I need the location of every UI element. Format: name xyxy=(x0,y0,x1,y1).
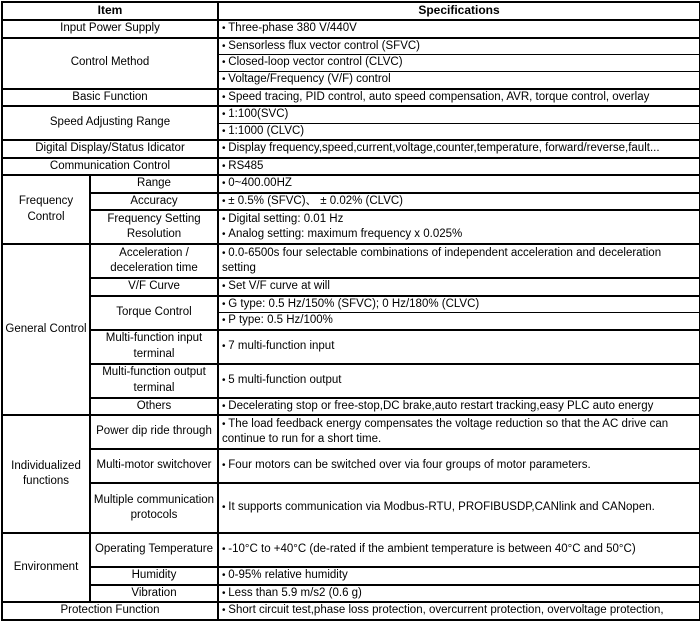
table-row xyxy=(2,158,700,176)
spec-text: • 1:100(SVC) xyxy=(219,107,699,123)
table-row xyxy=(2,415,700,449)
sub-item-label-accuracy: Accuracy xyxy=(90,193,218,211)
spec-text: • The load feedback energy compensates the voltage reduction so that the AC drive can continue to run for a short time. xyxy=(219,417,699,448)
table-row xyxy=(2,244,700,278)
spec-text: • 5 multi-function output xyxy=(219,373,699,389)
spec-multi-function-output xyxy=(218,364,700,398)
table-row xyxy=(2,567,700,585)
table-header-row xyxy=(2,2,700,20)
spec-digital-display xyxy=(218,140,700,158)
spec-communication-control xyxy=(218,158,700,176)
spec-text: • 0.0-6500s four selectable combinations of independent acceleration and deceleration setting xyxy=(219,246,699,277)
sub-item-label-multi-motor: Multi-motor switchover xyxy=(90,449,218,483)
spec-torque-p-type xyxy=(218,313,700,330)
sub-item-label-power-dip: Power dip ride through xyxy=(90,415,218,449)
sub-item-label-multi-comm-protocols: Multiple communication protocols xyxy=(90,483,218,533)
spec-text: • Voltage/Frequency (V/F) control xyxy=(219,72,699,88)
spec-operating-temperature xyxy=(218,533,700,567)
spec-speed-range-clvc xyxy=(218,123,700,140)
sub-item-label-multi-function-input: Multi-function input terminal xyxy=(90,330,218,364)
item-label-control-method: Control Method xyxy=(2,38,218,89)
spec-control-method-vf xyxy=(218,72,700,89)
spec-multi-function-input xyxy=(218,330,700,364)
item-label-speed-adjusting-range: Speed Adjusting Range xyxy=(2,106,218,140)
spec-protection-function xyxy=(218,602,700,620)
spec-vibration xyxy=(218,585,700,603)
spec-text: • It supports communication via Modbus-RTU, PROFIBUSDP,CANlink and CANopen. xyxy=(219,500,699,516)
spec-text: • Three-phase 380 V/440V xyxy=(219,21,699,37)
table-row xyxy=(2,193,700,211)
spec-text: • Closed-loop vector control (CLVC) xyxy=(219,55,699,71)
table-row xyxy=(2,20,700,38)
spec-text: • Set V/F curve at will xyxy=(219,279,699,295)
sub-item-label-torque-control: Torque Control xyxy=(90,296,218,330)
spec-text: • P type: 0.5 Hz/100% xyxy=(219,313,699,329)
table-row xyxy=(2,398,700,416)
spec-text: • Sensorless flux vector control (SFVC) xyxy=(219,39,699,55)
item-label-input-power-supply: Input Power Supply xyxy=(2,20,218,38)
sub-item-label-operating-temperature: Operating Temperature xyxy=(90,533,218,567)
item-label-basic-function: Basic Function xyxy=(2,89,218,107)
spec-text: • Digital setting: 0.01 Hz xyxy=(219,212,699,228)
group-label-individualized-functions: Individualized functions xyxy=(2,415,90,533)
spec-frequency-accuracy xyxy=(218,193,700,211)
spec-text: • Display frequency,speed,current,voltage,counter,temperature, forward/reverse,fault... xyxy=(219,141,699,157)
table-row xyxy=(2,38,700,55)
table-row xyxy=(2,364,700,398)
spec-input-power-supply xyxy=(218,20,700,38)
spec-text: • RS485 xyxy=(219,159,699,175)
spec-text: • Four motors can be switched over via four groups of motor parameters. xyxy=(219,458,699,474)
spec-humidity xyxy=(218,567,700,585)
spec-vf-curve xyxy=(218,278,700,296)
spec-basic-function xyxy=(218,89,700,107)
table-row xyxy=(2,449,700,483)
table-row xyxy=(2,106,700,123)
table-row xyxy=(2,89,700,107)
spec-text: • 0-95% relative humidity xyxy=(219,568,699,584)
spec-text: • 0~400.00HZ xyxy=(219,176,699,192)
sub-item-label-others: Others xyxy=(90,398,218,416)
spec-control-method-sfvc xyxy=(218,38,700,55)
spec-speed-range-svc xyxy=(218,106,700,123)
spec-control-method-clvc xyxy=(218,55,700,72)
table-row xyxy=(2,330,700,364)
spec-text: • Speed tracing, PID control, auto speed compensation, AVR, torque control, overlay xyxy=(219,90,699,106)
table-row xyxy=(2,296,700,313)
spec-power-dip xyxy=(218,415,700,449)
spec-multi-comm-protocols xyxy=(218,483,700,533)
spec-frequency-range xyxy=(218,175,700,193)
spec-text: • 1:1000 (CLVC) xyxy=(219,124,699,140)
group-label-environment: Environment xyxy=(2,533,90,602)
table-row xyxy=(2,140,700,158)
spec-accel-decel xyxy=(218,244,700,278)
spec-frequency-resolution xyxy=(218,210,700,244)
sub-item-label-accel-decel-time: Acceleration / deceleration time xyxy=(90,244,218,278)
sub-item-label-humidity: Humidity xyxy=(90,567,218,585)
group-label-general-control: General Control xyxy=(2,244,90,415)
sub-item-label-frequency-setting-resolution: Frequency Setting Resolution xyxy=(90,210,218,244)
table-row xyxy=(2,533,700,567)
table-row xyxy=(2,278,700,296)
sub-item-label-multi-function-output: Multi-function output terminal xyxy=(90,364,218,398)
item-label-communication-control: Communication Control xyxy=(2,158,218,176)
spec-text: • Analog setting: maximum frequency x 0.025% xyxy=(219,227,699,243)
specifications-table xyxy=(1,1,700,621)
spec-text: • -10°C to +40°C (de-rated if the ambient temperature is between 40°C and 50°C) xyxy=(219,542,699,558)
spec-torque-g-type xyxy=(218,296,700,313)
spec-multi-motor xyxy=(218,449,700,483)
sub-item-label-vf-curve: V/F Curve xyxy=(90,278,218,296)
sub-item-label-vibration: Vibration xyxy=(90,585,218,603)
spec-text: • ± 0.5% (SFVC)、 ± 0.02% (CLVC) xyxy=(219,194,699,210)
item-label-protection-function: Protection Function xyxy=(2,602,218,620)
table-row xyxy=(2,483,700,533)
table-row xyxy=(2,210,700,244)
table-row xyxy=(2,602,700,620)
spec-text: • Decelerating stop or free-stop,DC brake,auto restart tracking,easy PLC auto energy xyxy=(219,399,699,415)
spec-others xyxy=(218,398,700,416)
column-header-specifications: Specifications xyxy=(218,2,700,20)
group-label-frequency-control: Frequency Control xyxy=(2,175,90,244)
column-header-item: Item xyxy=(2,2,218,20)
spec-text: • G type: 0.5 Hz/150% (SFVC); 0 Hz/180% (CLVC) xyxy=(219,297,699,313)
sub-item-label-range: Range xyxy=(90,175,218,193)
spec-text: • 7 multi-function input xyxy=(219,339,699,355)
table-row xyxy=(2,175,700,193)
table-row xyxy=(2,585,700,603)
item-label-digital-display: Digital Display/Status Idicator xyxy=(2,140,218,158)
spec-text: • Short circuit test,phase loss protection, overcurrent protection, overvoltage protection, xyxy=(219,603,699,619)
spec-text: • Less than 5.9 m/s2 (0.6 g) xyxy=(219,586,699,602)
